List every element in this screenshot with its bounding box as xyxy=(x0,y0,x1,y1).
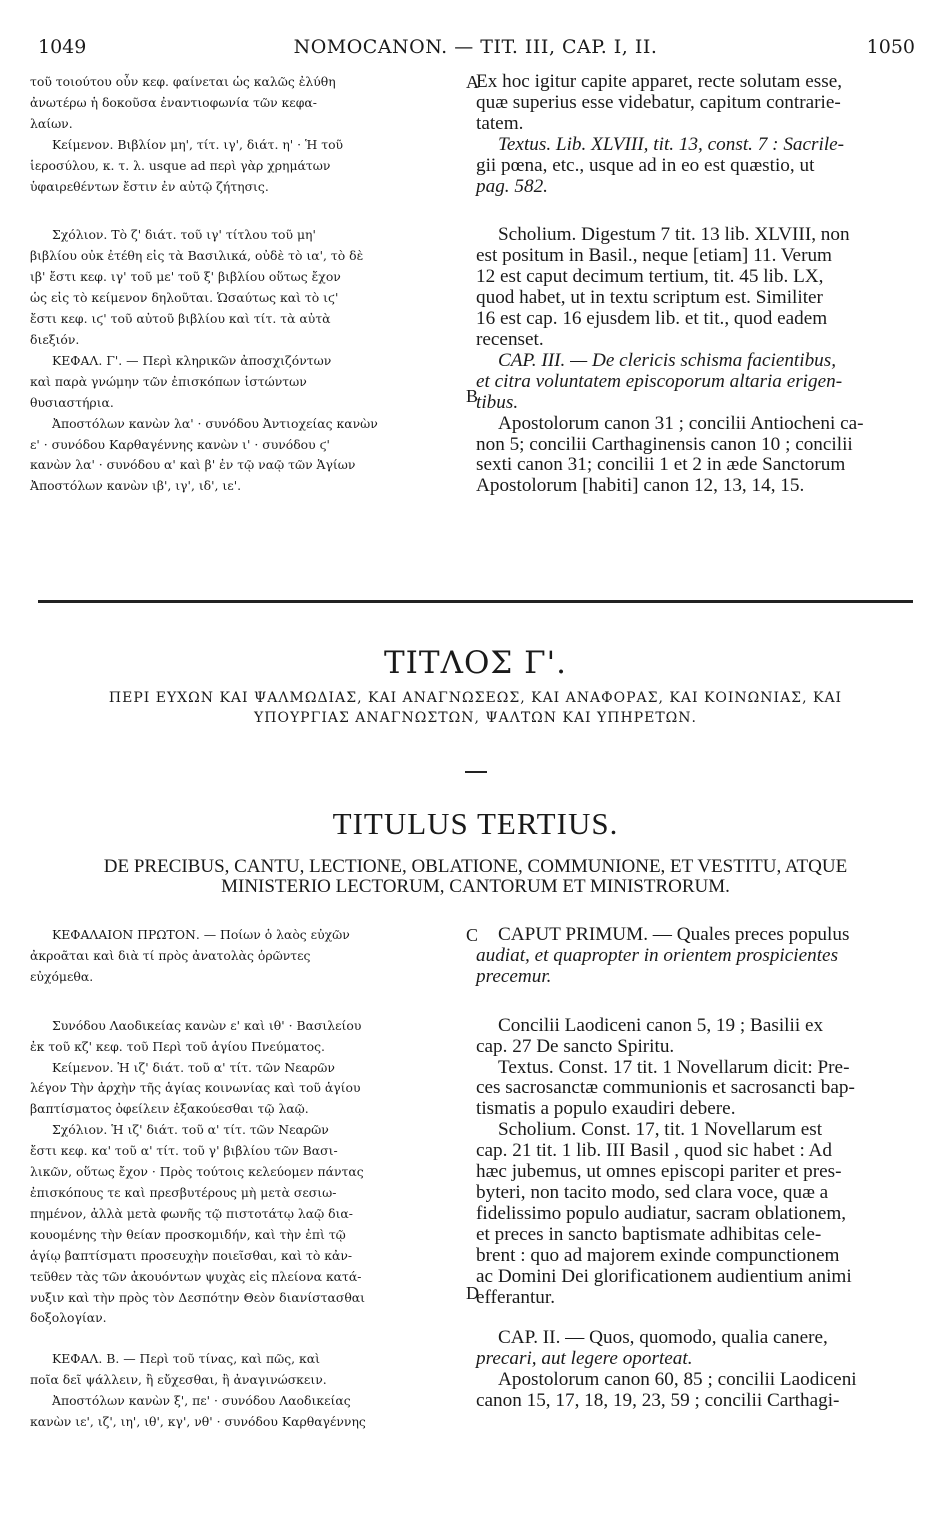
latin-line: pag. 582. xyxy=(476,175,548,197)
latin-line: et citra voluntatem episcoporum altaria erigen- xyxy=(476,370,843,392)
latin-line: gii pœna, etc., usque ad in eo est quæstio, ut xyxy=(476,154,815,176)
greek-line: ὡς εἰς τὸ κείμενον δηλοῦται. Ὡσαύτως καὶ τὸ ιϛ' xyxy=(30,290,339,306)
latin-line: tatem. xyxy=(476,112,524,134)
latin-column-bottom xyxy=(476,925,922,1412)
section-divider xyxy=(38,600,913,603)
latin-line: Apostolorum canon 60, 85 ; concilii Laodiceni xyxy=(498,1369,857,1391)
greek-line: τεῦθεν τὰς τῶν ἀκουόντων ψυχὰς εἰς πλείονα κατά- xyxy=(30,1268,362,1284)
greek-line: Σχόλιον. Τὸ ζ' διάτ. τοῦ ιγ' τίτλου τοῦ μη' xyxy=(52,227,316,243)
latin-line: CAP. III. — De clericis schisma facientibus, xyxy=(498,349,837,371)
greek-line: κουομένης τὴν θείαν προσκομιδήν, καὶ τὴν ἐπὶ τῷ xyxy=(30,1226,346,1242)
greek-line: θυσιαστήρια. xyxy=(30,394,114,410)
page-number-left: 1049 xyxy=(38,36,87,58)
page-number-right: 1050 xyxy=(866,36,915,58)
greek-line: νυξιν καὶ τὴν πρὸς τὸν Δεσπότην Θεὸν διανίστασθαι xyxy=(30,1289,366,1305)
latin-line: byteri, non tacito modo, sed clara voce, quæ a xyxy=(476,1181,829,1203)
greek-line: Κείμενον. Βιβλίον μη', τίτ. ιγ', διάτ. η' · Ἡ τοῦ xyxy=(52,136,344,152)
latin-line: Apostolorum canon 31 ; concilii Antiocheni ca- xyxy=(498,412,864,434)
latin-line: Textus. Lib. XLVIII, tit. 13, const. 7 : Sacrile- xyxy=(498,133,845,155)
greek-line: κανὼν λα' · συνόδου α' καὶ β' ἐν τῷ ναῷ τῶν Ἁγίων xyxy=(30,457,356,473)
greek-line: Συνόδου Λαοδικείας κανὼν ε' καὶ ιθ' · Βασιλείου xyxy=(52,1017,362,1033)
greek-line: βιβλίου οὐκ ἐτέθη εἰς τὰ Βασιλικά, οὐδὲ τὸ ια', τὸ δὲ xyxy=(30,248,364,264)
greek-line: πημένον, ἀλλὰ μετὰ φωνῆς τῷ πιστοτάτῳ λαῷ δια- xyxy=(30,1205,353,1221)
greek-line: Κείμενον. Ἡ ιζ' διάτ. τοῦ α' τίτ. τῶν Νεαρῶν xyxy=(52,1059,335,1075)
greek-title-subheading xyxy=(40,688,911,728)
latin-line: 12 est caput decimum tertium, tit. 45 lib. LX, xyxy=(476,266,824,288)
greek-line: Ἀποστόλων κανὼν λα' · συνόδου Ἀντιοχείας κανὼν xyxy=(52,415,378,431)
latin-subheading-line-1: DE PRECIBUS, CANTU, LECTIONE, OBLATIONE, COMMUNIONE, ET VESTITU, ATQUE xyxy=(103,856,848,877)
latin-line: hæc jubemus, ut omnes episcopi pariter et pres- xyxy=(476,1161,842,1183)
latin-line: CAPUT PRIMUM. — Quales preces populus xyxy=(498,924,850,945)
latin-line: efferantur. xyxy=(476,1286,556,1308)
greek-subheading-line-2: ΥΠΟΥΡΓΙΑΣ ΑΝΑΓΝΩΣΤΩΝ, ΨΑΛΤΩΝ ΚΑΙ ΥΠΗΡΕΤΩΝ. xyxy=(254,710,697,726)
margin-marker-b: B xyxy=(466,386,479,406)
greek-line: τοῦ τοιούτου οὖν κεφ. φαίνεται ὡς καλῶς ἐλύθη xyxy=(30,74,336,89)
greek-line: λαίων. xyxy=(30,115,73,131)
latin-line: Apostolorum [habiti] canon 12, 13, 14, 15. xyxy=(476,475,805,497)
latin-line: Scholium. Digestum 7 tit. 13 lib. XLVIII, non xyxy=(498,224,850,246)
latin-line: recenset. xyxy=(476,328,544,350)
greek-column-bottom xyxy=(30,925,468,1433)
greek-line: διεξιόν. xyxy=(30,331,80,347)
page-header xyxy=(28,36,923,66)
latin-line: sexti canon 31; concilii 1 et 2 in æde Sanctorum xyxy=(476,454,846,476)
latin-line: tibus. xyxy=(476,391,519,413)
latin-line: Concilii Laodiceni canon 5, 19 ; Basilii ex xyxy=(498,1014,824,1036)
margin-marker-c: C xyxy=(466,925,479,945)
greek-line: ἱεροσύλου, κ. τ. λ. usque ad περὶ γὰρ χρημάτων xyxy=(30,157,331,173)
greek-title-heading: ΤΙΤΛΟΣ Γ'. xyxy=(383,645,568,681)
latin-line: Scholium. Const. 17, tit. 1 Novellarum est xyxy=(498,1119,823,1141)
running-title: NOMOCANON. — TIT. III, CAP. I, II. xyxy=(293,36,658,58)
latin-line: 16 est cap. 16 ejusdem lib. et tit., quod eadem xyxy=(476,308,828,330)
latin-line: precari, aut legere oporteat. xyxy=(476,1348,693,1370)
greek-line: ΚΕΦΑΛΑΙΟΝ ΠΡΩΤΟΝ. — Ποίων ὁ λαὸς εὐχῶν xyxy=(52,927,350,942)
greek-line: Ἀποστόλων κανὼν ιβ', ιγ', ιδ', ιε'. xyxy=(30,478,242,494)
greek-line: ποῖα δεῖ ψάλλειν, ἢ εὔχεσθαι, ἢ ἀναγινώσκειν. xyxy=(30,1372,327,1388)
greek-line: ἀνωτέρω ἡ δοκοῦσα ἐναντιοφωνία τῶν κεφα- xyxy=(30,94,317,110)
latin-line: Textus. Const. 17 tit. 1 Novellarum dicit: Pre- xyxy=(498,1056,850,1078)
latin-line: cap. 27 De sancto Spiritu. xyxy=(476,1035,675,1057)
short-divider xyxy=(465,771,487,773)
latin-line: fidelissimo populo audiatur, sacram oblationem, xyxy=(476,1202,847,1224)
latin-title-heading: TITULUS TERTIUS. xyxy=(332,806,619,841)
greek-line: βαπτίσματος ὀφείλειν ἐξακούεσθαι τῷ λαῷ. xyxy=(30,1101,309,1117)
latin-line: quæ superius esse videbatur, capitum contrarie- xyxy=(476,91,841,113)
greek-line: ε' · συνόδου Καρθαγέννης κανὼν ι' · συνόδου ϛ' xyxy=(30,436,330,452)
latin-line: CAP. II. — Quos, quomodo, qualia canere, xyxy=(498,1327,828,1349)
greek-line: Ἀποστόλων κανὼν ξ', πε' · συνόδου Λαοδικείας xyxy=(52,1393,351,1409)
greek-line: ἔστι κεφ. ιϛ' τοῦ αὐτοῦ βιβλίου καὶ τίτ. τὰ αὐτὰ xyxy=(30,311,331,327)
greek-column-top xyxy=(30,72,468,497)
greek-line: ἐπισκόπους τε καὶ πρεσβυτέρους μὴ μετὰ σεσιω- xyxy=(30,1184,337,1200)
greek-line: ΚΕΦΑΛ. Β. — Περὶ τοῦ τίνας, καὶ πῶς, καὶ xyxy=(52,1351,321,1367)
greek-line: κανὼν ιε', ιζ', ιη', ιθ', κγ', νθ' · συνόδου Καρθαγέννης xyxy=(30,1414,366,1430)
greek-line: λικῶν, οὕτως ἔχον · Πρὸς τούτοις κελεύομεν πάντας xyxy=(30,1164,364,1180)
latin-line: canon 15, 17, 18, 19, 23, 59 ; concilii Carthagi- xyxy=(476,1390,840,1412)
margin-marker-d: D xyxy=(466,1283,479,1303)
latin-line: non 5; concilii Carthaginensis canon 10 ; concilii xyxy=(476,433,853,455)
greek-line: ὑφαιρεθέντων ἔστιν ἐν αὐτῷ ζήτησις. xyxy=(30,178,269,194)
greek-line: ἀκροᾶται καὶ διὰ τί πρὸς ἀνατολὰς ὁρῶντες xyxy=(30,947,311,963)
latin-title-subheading xyxy=(30,857,921,897)
greek-line: Σχόλιον. Ἡ ιζ' διάτ. τοῦ α' τίτ. τῶν Νεαρῶν xyxy=(52,1122,329,1138)
latin-line: et preces in sancto baptismate adhibitas cele- xyxy=(476,1223,822,1245)
latin-line: tismatis a populo exaudiri debere. xyxy=(476,1098,736,1120)
latin-line: brent : quo ad majorem exinde compunctionem xyxy=(476,1244,840,1266)
latin-line: audiat, et quapropter in orientem prospicientes xyxy=(476,944,839,966)
latin-line: est positum in Basil., neque [etiam] 11. Verum xyxy=(476,245,832,267)
latin-line: ac Domini Dei glorificationem audientium animi xyxy=(476,1265,852,1287)
latin-column-top xyxy=(476,72,922,497)
greek-line: ἐκ τοῦ κζ' κεφ. τοῦ Περὶ τοῦ ἁγίου Πνεύματος. xyxy=(30,1038,325,1054)
greek-subheading-line-1: ΠΕΡΙ ΕΥΧΩΝ ΚΑΙ ΨΑΛΜΩΔΙΑΣ, ΚΑΙ ΑΝΑΓΝΩΣΕΩΣ, ΚΑΙ ΑΝΑΦΟΡΑΣ, ΚΑΙ ΚΟΙΝΩΝΙΑΣ, ΚΑΙ xyxy=(108,690,843,706)
margin-marker-a: A xyxy=(466,72,479,92)
greek-line: δοξολογίαν. xyxy=(30,1310,107,1326)
greek-line: ἔστι κεφ. κα' τοῦ α' τίτ. τοῦ γ' βιβλίου τῶν Βασι- xyxy=(30,1143,338,1159)
greek-line: εὐχόμεθα. xyxy=(30,968,94,984)
latin-line: precemur. xyxy=(476,965,552,987)
greek-line: καὶ παρὰ γνώμην τῶν ἐπισκόπων ἱστώντων xyxy=(30,373,307,389)
greek-line: ΚΕΦΑΛ. Γ'. — Περὶ κληρικῶν ἀποσχιζόντων xyxy=(52,352,332,368)
greek-line: ιβ' ἔστι κεφ. ιγ' τοῦ με' τοῦ ξ' βιβλίου οὕτως ἔχον xyxy=(30,269,341,285)
greek-line: λέγον Τὴν ἀρχὴν τῆς ἁγίας κοινωνίας καὶ τοῦ ἁγίου xyxy=(30,1080,361,1096)
latin-subheading-line-2: MINISTERIO LECTORUM, CANTORUM ET MINISTRORUM. xyxy=(221,876,730,897)
latin-line: quod habet, ut in textu scriptum est. Similiter xyxy=(476,287,823,309)
latin-line: Ex hoc igitur capite apparet, recte solutam esse, xyxy=(476,71,843,92)
latin-line: ces sacrosanctæ communionis et sacrosancti bap- xyxy=(476,1077,855,1099)
latin-line: cap. 21 tit. 1 lib. III Basil , quod sic habet : Ad xyxy=(476,1140,832,1162)
greek-line: ἁγίῳ βαπτίσματι προσευχὴν ποιεῖσθαι, καὶ τὸ κἀν- xyxy=(30,1247,353,1263)
